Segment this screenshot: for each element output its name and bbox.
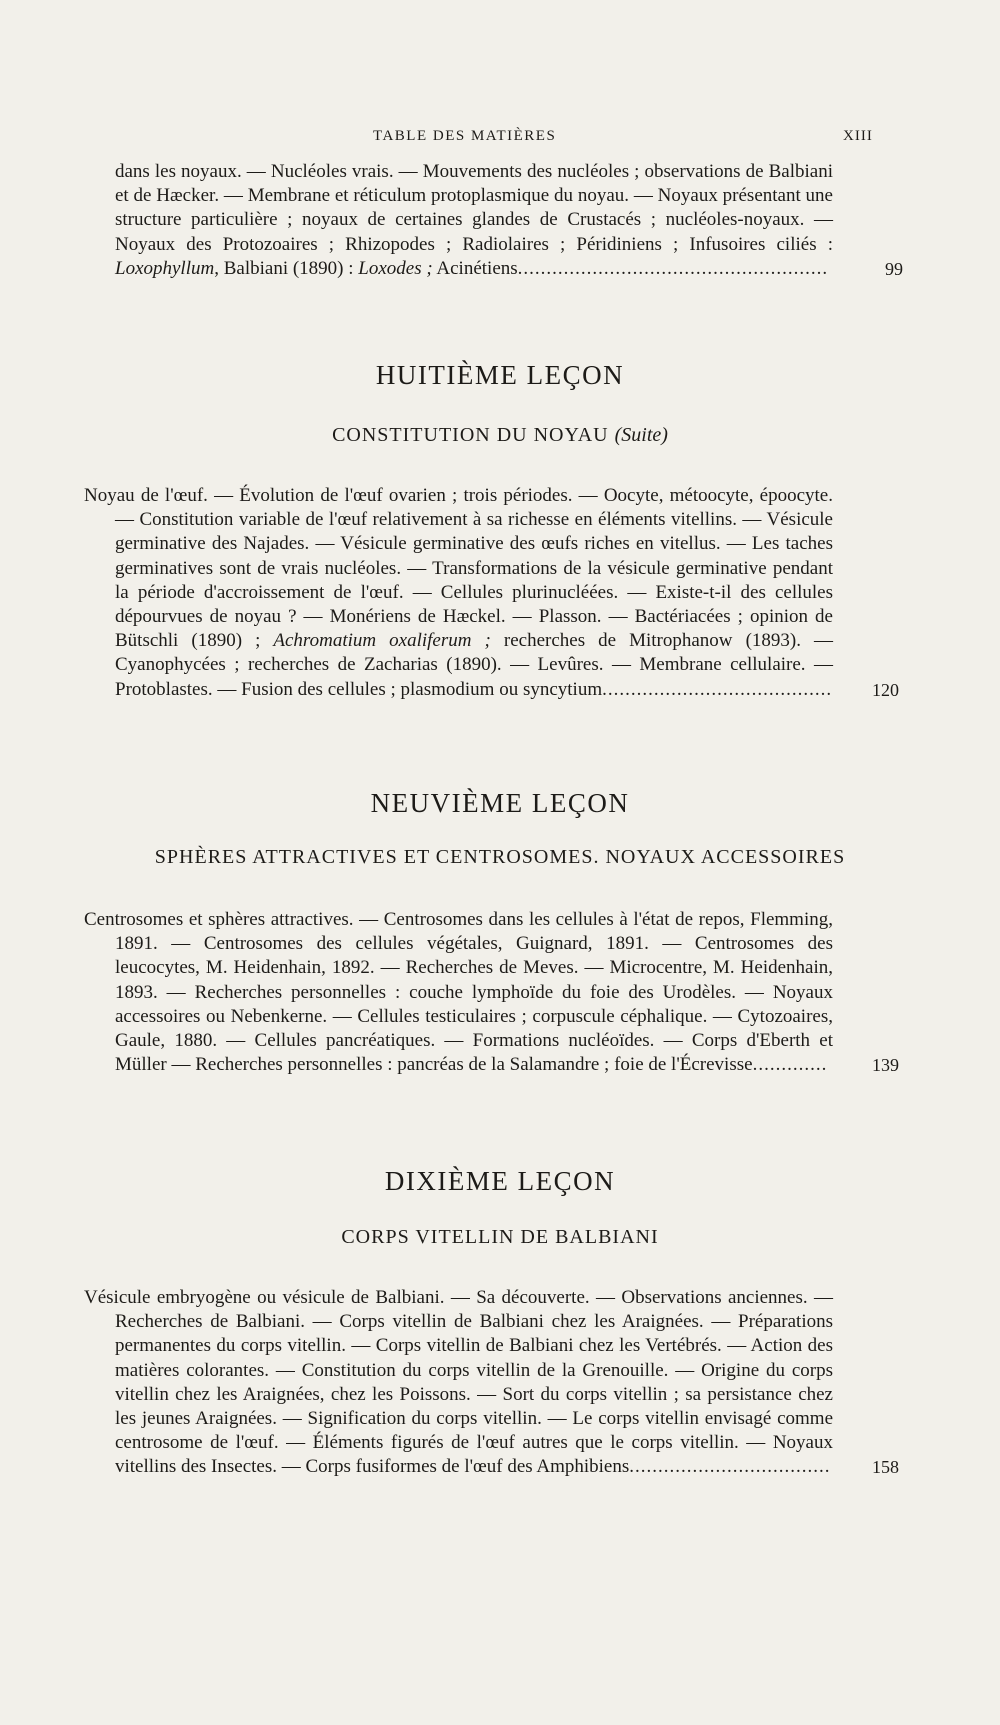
running-head-title: TABLE DES MATIÈRES — [373, 128, 557, 144]
entry-text: Vésicule embryogène ou vésicule de Balbiani. — Sa découverte. — Observations anciennes. — Recherches de Balbiani. — Corps vitellin de Balbiani chez les Araignées. — Préparations permanentes du corps vitellin. — Corps vitellin de Balbiani chez les Vertébrés. — Action des matières colorantes. — Constitution du corps vitellin de la Grenouille. — Origine du corps vitellin chez les Araignées, chez les Poissons. — Sort du corps vitellin ; sa persistance chez les jeunes Araignées. — Signification du corps vitellin. — Le corps vitellin envisagé comme centrosome de l'œuf. — Éléments figurés de l'œuf autres que le corps vitellin. — Noyaux vitellins des Insectes. — Corps fusiformes de l'œuf des Amphibiens — [84, 1287, 833, 1478]
leader-dots: ...................................................... — [517, 257, 829, 279]
entry-text: , Balbiani (1890) : — [214, 257, 359, 279]
toc-entry-prev — [115, 160, 903, 281]
entry-text: recherches de Mitrophanow (1893). — Cyanophycées ; recherches de Zacharias (1890). — Levûres. — Membrane cellulaire. — Protoblastes. — Fusion des cellules ; plasmodium ou syncytium — [115, 630, 834, 700]
leader-dots: ................................... — [629, 1456, 831, 1478]
entry-italic: Loxophyllum — [115, 257, 215, 279]
lecon-10-title: DIXIÈME LEÇON — [384, 1166, 616, 1196]
lecon-9-title: NEUVIÈME LEÇON — [370, 788, 630, 818]
entry-text: dans les noyaux. — Nucléoles vrais. — Mouvements des nucléoles ; observations de Balbiani et de Hæcker. — Membrane et réticulum protoplasmique du noyau. — Noyaux présentant une structure particulière ; noyaux de certaines glandes de Crustacés ; nucléoles-noyaux. — Noyaux des Protozoaires ; Rhizopodes ; Radiolaires ; Péridiniens ; Infusoires ciliés : — [115, 161, 833, 255]
lecon-8-subtitle — [0, 424, 1000, 447]
entry-text: Centrosomes et sphères attractives. — Centrosomes dans les cellules à l'état de repos, Flemming, 1891. — Centrosomes des cellules végétales, Guignard, 1891. — Centrosomes des leucocytes, M. Heidenhain, 1892. — Recherches de Meves. — Microcentre, M. Heidenhain, 1893. — Recherches personnelles : couche lymphoïde du foie des Urodèles. — Noyaux accessoires ou Nebenkerne. — Cellules testiculaires ; corpuscule céphalique. — Cytozoaires, Gaule, 1880. — Cellules pancréatiques. — Formations nucléoïdes. — Corps d'Eberth et Müller — Recherches personnelles : pancréas de la Salamandre ; foie de l'Écrevisse — [84, 909, 833, 1076]
lecon-10-subtitle: CORPS VITELLIN DE BALBIANI — [341, 1226, 659, 1248]
entry-text: Noyau de l'œuf. — Évolution de l'œuf ovarien ; trois périodes. — Oocyte, métoocyte, époocyte. — Constitution variable de l'œuf relativement à sa richesse en éléments vitellins. — Vésicule germinative des Najades. — Vésicule germinative des œufs riches en vitellus. — Les taches germinatives sont de vrais nucléoles. — Transformations de la vésicule germinative pendant la période d'accroissement de l'œuf. — Cellules plurinucléées. — Existe-t-il des cellules dépourvues de noyau ? — Monériens de Hæckel. — Plasson. — Bactériacées ; opinion de Bütschli (1890) ; — [84, 485, 833, 652]
subtitle-text: CONSTITUTION DU NOYAU — [332, 424, 609, 446]
running-head-page-number: XIII — [843, 128, 873, 144]
entry-italic: Loxodes ; — [358, 257, 433, 279]
running-head — [0, 128, 1000, 152]
toc-entry-lecon-8: Noyau de l'œuf. — Évolution de l'œuf ovarien ; trois périodes. — Oocyte, métoocyte, époocyte. — Constitution variable de l'œuf relativement à sa richesse en éléments vitellins. — Vésicule germinative des Najades. — Vésicule germinative des œufs riches en vitellus. — Les taches germinatives sont de vrais nucléoles. — Transformations de la vésicule germinative pendant la période d'accroissement de l'œuf. — Cellules plurinucléées. — Existe-t-il des cellules dépourvues de noyau ? — Monériens de Hæckel. — Plasson. — Bactériacées ; opinion de Bütschli (1890) ; Achromatium oxaliferum ; recherches de Mitrophanow (1893). — Cyanophycées ; recherches de Zacharias (1890). — Levûres. — Membrane cellulaire. — Protoblastes. — Fusion des cellules ; plasmodium ou syncytium........................................ 120 — [84, 485, 899, 700]
entry-text: Acinétiens — [432, 257, 518, 279]
subtitle-italic: (Suite) — [614, 424, 668, 446]
entry-italic: Achromatium oxaliferum ; — [273, 630, 491, 652]
leader-dots: ........................................ — [602, 678, 833, 700]
lecon-8-title: HUITIÈME LEÇON — [375, 360, 625, 390]
lecon-9-subtitle: SPHÈRES ATTRACTIVES ET CENTROSOMES. NOYAUX ACCESSOIRES — [154, 846, 846, 868]
toc-entry-lecon-10: Vésicule embryogène ou vésicule de Balbiani. — Sa découverte. — Observations anciennes. — Recherches de Balbiani. — Corps vitellin de Balbiani chez les Araignées. — Préparations permanentes du corps vitellin. — Corps vitellin de Balbiani chez les Vertébrés. — Action des matières colorantes. — Constitution du corps vitellin de la Grenouille. — Origine du corps vitellin chez les Araignées, chez les Poissons. — Sort du corps vitellin ; sa persistance chez les jeunes Araignées. — Signification du corps vitellin. — Le corps vitellin envisagé comme centrosome de l'œuf. — Éléments figurés de l'œuf autres que le corps vitellin. — Noyaux vitellins des Insectes. — Corps fusiformes de l'œuf des Amphibiens................................... 158 — [84, 1287, 899, 1478]
entry-page-number: 99 — [885, 258, 903, 279]
toc-entry-lecon-9: Centrosomes et sphères attractives. — Centrosomes dans les cellules à l'état de repos, Flemming, 1891. — Centrosomes des cellules végétales, Guignard, 1891. — Centrosomes des leucocytes, M. Heidenhain, 1892. — Recherches de Meves. — Microcentre, M. Heidenhain, 1893. — Recherches personnelles : couche lymphoïde du foie des Urodèles. — Noyaux accessoires ou Nebenkerne. — Cellules testiculaires ; corpuscule céphalique. — Cytozoaires, Gaule, 1880. — Cellules pancréatiques. — Formations nucléoïdes. — Corps d'Eberth et Müller — Recherches personnelles : pancréas de la Salamandre ; foie de l'Écrevisse............. 139 — [84, 909, 899, 1076]
leader-dots: ............. — [752, 1054, 828, 1076]
